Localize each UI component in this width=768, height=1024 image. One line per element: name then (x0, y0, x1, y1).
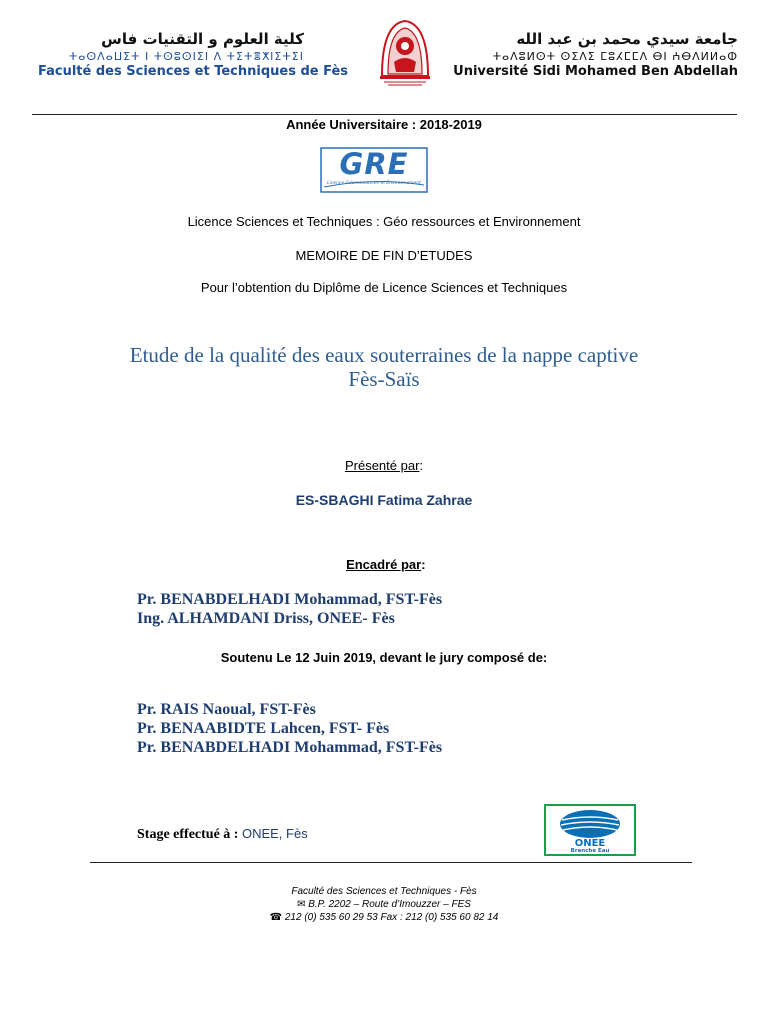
footer-line1: Faculté des Sciences et Techniques - Fès (291, 886, 477, 897)
internship-label: Stage effectué à : (137, 827, 242, 842)
presented-by-colon: : (419, 458, 424, 473)
faculty-name-arabic: كلية العلوم و التقنيات فاس (101, 30, 304, 48)
faculty-header (30, 30, 370, 79)
jury-list (137, 700, 442, 757)
footer-line3 (0, 911, 768, 924)
supervisor-item: Pr. BENABDELHADI Mohammad, FST-Fès (137, 591, 443, 608)
footer-divider (90, 862, 692, 863)
onee-logo-name: ONEE (574, 838, 606, 849)
thesis-title (0, 343, 768, 391)
presented-by-label: Présenté par (344, 458, 420, 473)
supervised-by (0, 557, 768, 572)
thesis-title-line2: Fès-Saïs (348, 367, 420, 391)
footer (0, 885, 768, 924)
presented-by (0, 458, 768, 473)
internship-place: ONEE, Fès (241, 826, 308, 841)
gre-logo (320, 147, 428, 193)
defense-line: Soutenu Le 12 Juin 2019, devant le jury composé de: (220, 650, 548, 665)
supervised-by-colon: : (421, 557, 426, 572)
university-name-arabic: جامعة سيدي محمد بن عبد الله (516, 30, 738, 48)
footer-line2 (0, 898, 768, 911)
academic-year: Année Universitaire : 2018-2019 (286, 117, 482, 132)
phone-icon: ☎ (269, 912, 283, 923)
supervised-by-label: Encadré par (346, 557, 422, 572)
faculty-name-tifinagh: ⵜⴰⵙⴷⴰⵡⵉⵜ ⵏ ⵜⵙⵓⵙⵏⵉⵏ ⴷ ⵜⵉⵜⴻⵅⵏⵉⵜⵉⵏ (68, 50, 304, 63)
author-name: ES-SBAGHI Fatima Zahrae (295, 492, 473, 508)
internship-line (137, 825, 308, 843)
memoire-line: MEMOIRE DE FIN D’ETUDES (295, 248, 473, 263)
gre-logo-caption: Licence Géoressources et Environnement (327, 181, 421, 186)
jury-item: Pr. BENABDELHADI Mohammad, FST-Fès (137, 739, 443, 756)
onee-logo-branch: Branche Eau (570, 848, 610, 854)
university-header (408, 30, 738, 79)
mailbox-icon: ✉ (297, 899, 306, 910)
footer-address: B.P. 2202 – Route d’Imouzzer – FES (308, 899, 471, 910)
onee-logo (544, 804, 636, 856)
gre-logo-letters: GRE (339, 147, 409, 181)
jury-item: Pr. RAIS Naoual, FST-Fès (137, 701, 316, 718)
faculty-name-french: Faculté des Sciences et Techniques de Fès (38, 64, 349, 79)
thesis-title-line1: Etude de la qualité des eaux souterraines de la nappe captive (129, 343, 639, 367)
program-line: Licence Sciences et Techniques : Géo ressources et Environnement (187, 214, 581, 229)
university-name-french: Université Sidi Mohamed Ben Abdellah (453, 64, 738, 79)
footer-phone: 212 (0) 535 60 29 53 Fax : 212 (0) 535 60 82 14 (284, 912, 499, 923)
purpose-line: Pour l’obtention du Diplôme de Licence Sciences et Techniques (200, 280, 568, 295)
header-divider (32, 114, 737, 115)
supervisor-item: Ing. ALHAMDANI Driss, ONEE- Fès (137, 610, 395, 627)
university-name-tifinagh: ⵜⴰⴷⵓⵍⵙⵜ ⵙⵉⴷⵉ ⵎⵓⵃⵎⵎⴷ ⴱⵏ ⵄⴱⴷⵍⵍⴰⵀ (492, 50, 738, 63)
jury-item: Pr. BENAABIDTE Lahcen, FST- Fès (137, 720, 390, 737)
supervisors-list (137, 590, 442, 628)
